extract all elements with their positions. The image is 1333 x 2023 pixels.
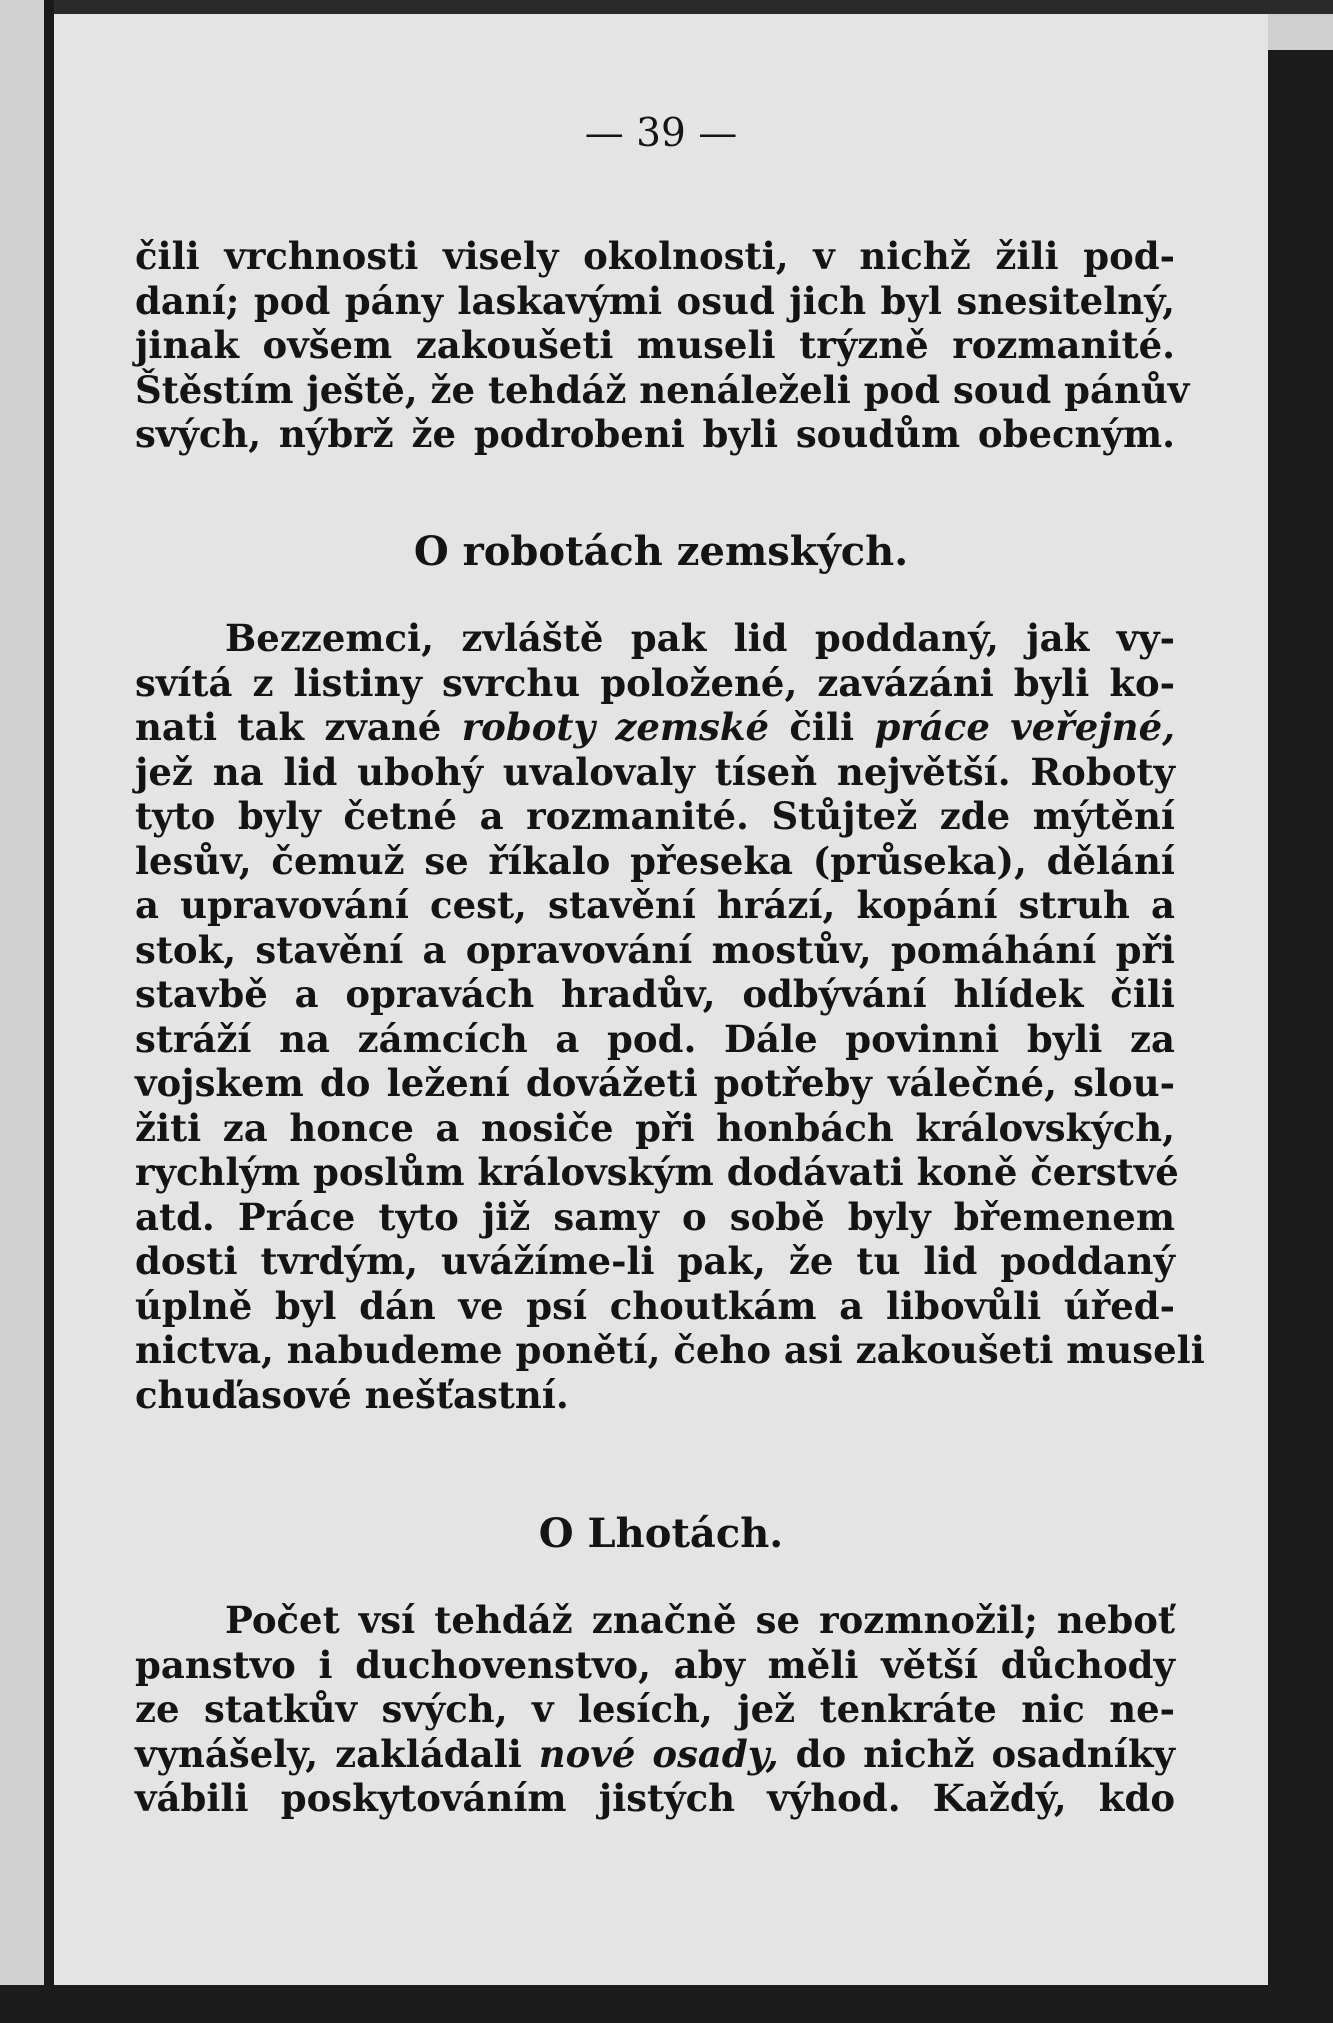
text-run: do nichž osadníky [778,1731,1175,1776]
italic-term: roboty zemské [461,705,770,749]
text-line: stok, stavění a opravování mostův, pomáhání při [135,927,1175,972]
text-line: atd. Práce tyto již samy o sobě byly břemenem [135,1194,1175,1239]
previous-page-edge [0,0,44,2023]
text-line: stráží na zámcích a pod. Dále povinni byli za [135,1016,1175,1061]
book-page [54,14,1268,1985]
text-line: rychlým poslům královským dodávati koně čerstvé [135,1150,1179,1194]
text-line: tyto byly četné a rozmanité. Stůjtež zde mýtění [135,794,1175,838]
paragraph-3 [135,1598,1175,1821]
text-line: stavbě a opravách hradův, odbývání hlídek čili [135,972,1175,1016]
text-line: žiti za honce a nosiče při honbách královských, [135,1105,1175,1150]
text-line [135,705,1175,750]
text-run: vynášely, zakládali [135,1731,539,1776]
text-line: Bezzemci, zvláště pak lid poddaný, jak vy- [225,616,1175,660]
text-line: vojskem do ležení dovážeti potřeby válečné, slou- [135,1061,1175,1105]
text-line: chuďasové nešťastní. [135,1372,569,1417]
text-line: a upravování cest, stavění hrází, kopání struh a [135,883,1175,927]
text-run: čili [769,705,875,749]
italic-term: práce veřejné, [874,705,1175,749]
text-line: Štěstím ještě, že tehdáž nenáleželi pod soud pánův [135,367,1190,412]
right-edge-shadow [1268,50,1333,2023]
text-line: ze statkův svých, v lesích, jež tenkráte nic ne- [135,1687,1175,1731]
text-line: nictva, nabudeme ponětí, čeho asi zakoušeti museli [135,1328,1205,1372]
text-line: vábili poskytováním jistých výhod. Každý, kdo [135,1776,1175,1820]
text-run: nati tak zvané [135,705,462,749]
page-number: — 39 — [584,111,738,156]
paragraph-2 [135,616,1205,1417]
top-edge-shadow [54,0,1333,14]
text-line: jinak ovšem zakoušeti museli trýzně rozmanité. [135,323,1175,367]
italic-term: nové osady, [538,1731,779,1776]
text-line [135,1732,1175,1777]
text-line: Počet vsí tehdáž značně se rozmnožil; neboť [225,1598,1175,1642]
text-line: čili vrchnosti visely okolnosti, v nichž žili pod- [135,234,1175,278]
text-line: svítá z listiny svrchu položené, zavázáni byli ko- [135,660,1175,705]
bottom-edge-shadow [0,1985,1333,2023]
text-line: úplně byl dán ve psí choutkám a libovůli úřed- [135,1283,1175,1328]
paragraph-1 [135,234,1190,457]
section-heading-lhotach: O Lhotách. [538,1510,784,1557]
text-line: lesův, čemuž se říkalo přeseka (průseka), dělání [135,838,1175,883]
left-binding-shadow [44,0,54,2023]
text-line: svých, nýbrž že podrobeni byli soudům obecným. [135,412,1175,456]
text-line: dosti tvrdým, uvážíme-li pak, že tu lid poddaný [135,1239,1175,1283]
text-line: jež na lid ubohý uvalovaly tíseň největší. Roboty [135,749,1175,794]
text-line: daní; pod pány laskavými osud jich byl snesitelný, [135,278,1175,323]
text-line: panstvo i duchovenstvo, aby měli větší důchody [135,1642,1175,1687]
section-heading-robotach: O robotách zemských. [413,528,909,575]
